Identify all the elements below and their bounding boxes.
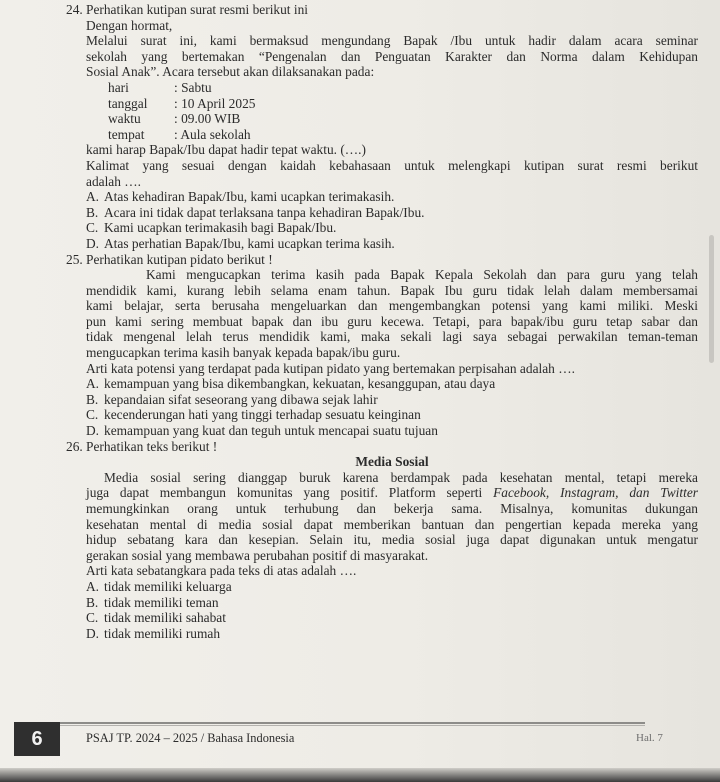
question-25 — [66, 251, 698, 439]
bottom-shadow — [0, 768, 720, 782]
speech-line: kami belajar, serta berusaha mengeluarkan dan mengembangkan potensi yang kami miliki. Meski — [86, 298, 698, 314]
speech-line: Kami mengucapkan terima kasih pada Bapak Kepala Sekolah dan para guru yang telah — [146, 267, 698, 283]
question-text: Arti kata sebatangkara pada teks di atas adalah …. — [86, 563, 357, 579]
answer-option-d[interactable]: D. tidak memiliki rumah — [86, 625, 221, 641]
footer-divider — [60, 722, 645, 724]
question-text: Kalimat yang sesuai dengan kaidah kebahasaan untuk melengkapi kutipan surat resmi berikut — [86, 157, 698, 173]
text-title: Media Sosial — [355, 454, 429, 470]
letter-greeting: Dengan hormat, — [86, 17, 173, 33]
letter-field: waktu : 09.00 WIB — [108, 111, 241, 127]
speech-line: tidak mengenal lelah terus mendidik kami, maka sekali lagi saya sebagai perwakilan teman-teman — [86, 329, 698, 345]
answer-option-a[interactable]: A. Atas kehadiran Bapak/Ibu, kami ucapkan terimakasih. — [86, 189, 395, 205]
answer-option-c[interactable]: C. Kami ucapkan terimakasih bagi Bapak/Ibu. — [86, 220, 337, 236]
letter-body-line: sekolah yang bertemakan “Pengenalan dan Penguatan Karakter dan Norma dalam Kehidupan — [86, 48, 698, 64]
question-prompt: Perhatikan kutipan surat resmi berikut ini — [86, 2, 309, 17]
page-content — [66, 0, 698, 641]
answer-option-b[interactable]: B. tidak memiliki teman — [86, 594, 219, 610]
speech-line: pun kami sering membuat bapak dan ibu guru kecewa. Tetapi, para bapak/ibu guru tetap sabar dan — [86, 313, 698, 329]
answer-option-c[interactable]: C. kecenderungan hati yang tinggi terhadap sesuatu keinginan — [86, 407, 421, 423]
footer-page-label: Hal. 7 — [636, 732, 663, 744]
letter-body-line: Sosial Anak”. Acara tersebut akan dilaksanakan pada: — [86, 64, 375, 80]
question-26 — [66, 438, 698, 642]
question-number: 24. — [66, 2, 83, 17]
answer-option-a[interactable]: A. kemampuan yang bisa dikembangkan, kekuatan, kesanggupan, atau daya — [86, 376, 496, 392]
text-line: Media sosial sering dianggap buruk karena berdampak pada kesehatan mental, tetapi mereka — [104, 469, 698, 485]
answer-option-d[interactable]: D. Atas perhatian Bapak/Ibu, kami ucapkan terima kasih. — [86, 235, 395, 251]
question-number: 25. — [66, 251, 83, 267]
page-number-badge: 6 — [14, 722, 60, 756]
text-line: hidup sebatang kara dan kesepian. Selain itu, media sosial juga dapat digunakan untuk mengatur — [86, 532, 698, 548]
answer-option-b[interactable]: B. Acara ini tidak dapat terlaksana tanpa kehadiran Bapak/Ibu. — [86, 204, 425, 220]
question-24 — [66, 0, 698, 252]
text-line: memungkinkan orang untuk terhubung dan bekerja sama. Misalnya, komunitas dukungan — [86, 501, 698, 516]
scrollbar[interactable] — [709, 235, 714, 363]
letter-field: tempat : Aula sekolah — [108, 126, 251, 142]
question-number: 26. — [66, 438, 83, 454]
question-prompt: Perhatikan kutipan pidato berikut ! — [86, 251, 273, 267]
answer-option-c[interactable]: C. tidak memiliki sahabat — [86, 610, 226, 626]
question-text: Arti kata potensi yang terdapat pada kutipan pidato yang bertemakan perpisahan adalah …. — [86, 360, 575, 376]
answer-option-a[interactable]: A. tidak memiliki keluarga — [86, 578, 232, 594]
letter-field: tanggal : 10 April 2025 — [108, 95, 256, 111]
footer-text: PSAJ TP. 2024 – 2025 / Bahasa Indonesia — [86, 731, 295, 745]
text-line: gerakan sosial yang membawa perubahan positif di masyarakat. — [86, 547, 429, 563]
answer-option-b[interactable]: B. kepandaian sifat seseorang yang dibawa sejak lahir — [86, 391, 378, 407]
speech-line: mendidik kami, kurang lebih selama enam tahun. Bapak Ibu guru tidak lelah dalam membersamai — [86, 282, 698, 298]
speech-line: mengucapkan terima kasih banyak kepada bapak/ibu guru. — [86, 345, 401, 361]
text-line: juga dapat membangun komunitas yang positif. Platform seperti Facebook, Instagram, dan Twitter — [86, 485, 698, 501]
question-text: adalah …. — [86, 173, 142, 189]
letter-closing: kami harap Bapak/Ibu dapat hadir tepat waktu. (….) — [86, 142, 366, 158]
question-prompt: Perhatikan teks berikut ! — [86, 438, 218, 454]
answer-option-d[interactable]: D. kemampuan yang kuat dan teguh untuk mencapai suatu tujuan — [86, 423, 438, 439]
platform-names: Facebook, Instagram, dan Twitter — [493, 485, 698, 501]
footer-divider — [60, 725, 645, 726]
letter-body-line: Melalui surat ini, kami bermaksud mengundang Bapak /Ibu untuk hadir dalam acara seminar — [86, 33, 698, 49]
text-line: kesehatan mental di media sosial dapat memberikan bantuan dan pengertian kepada mereka yang — [86, 516, 698, 532]
letter-field: hari : Sabtu — [108, 79, 212, 95]
